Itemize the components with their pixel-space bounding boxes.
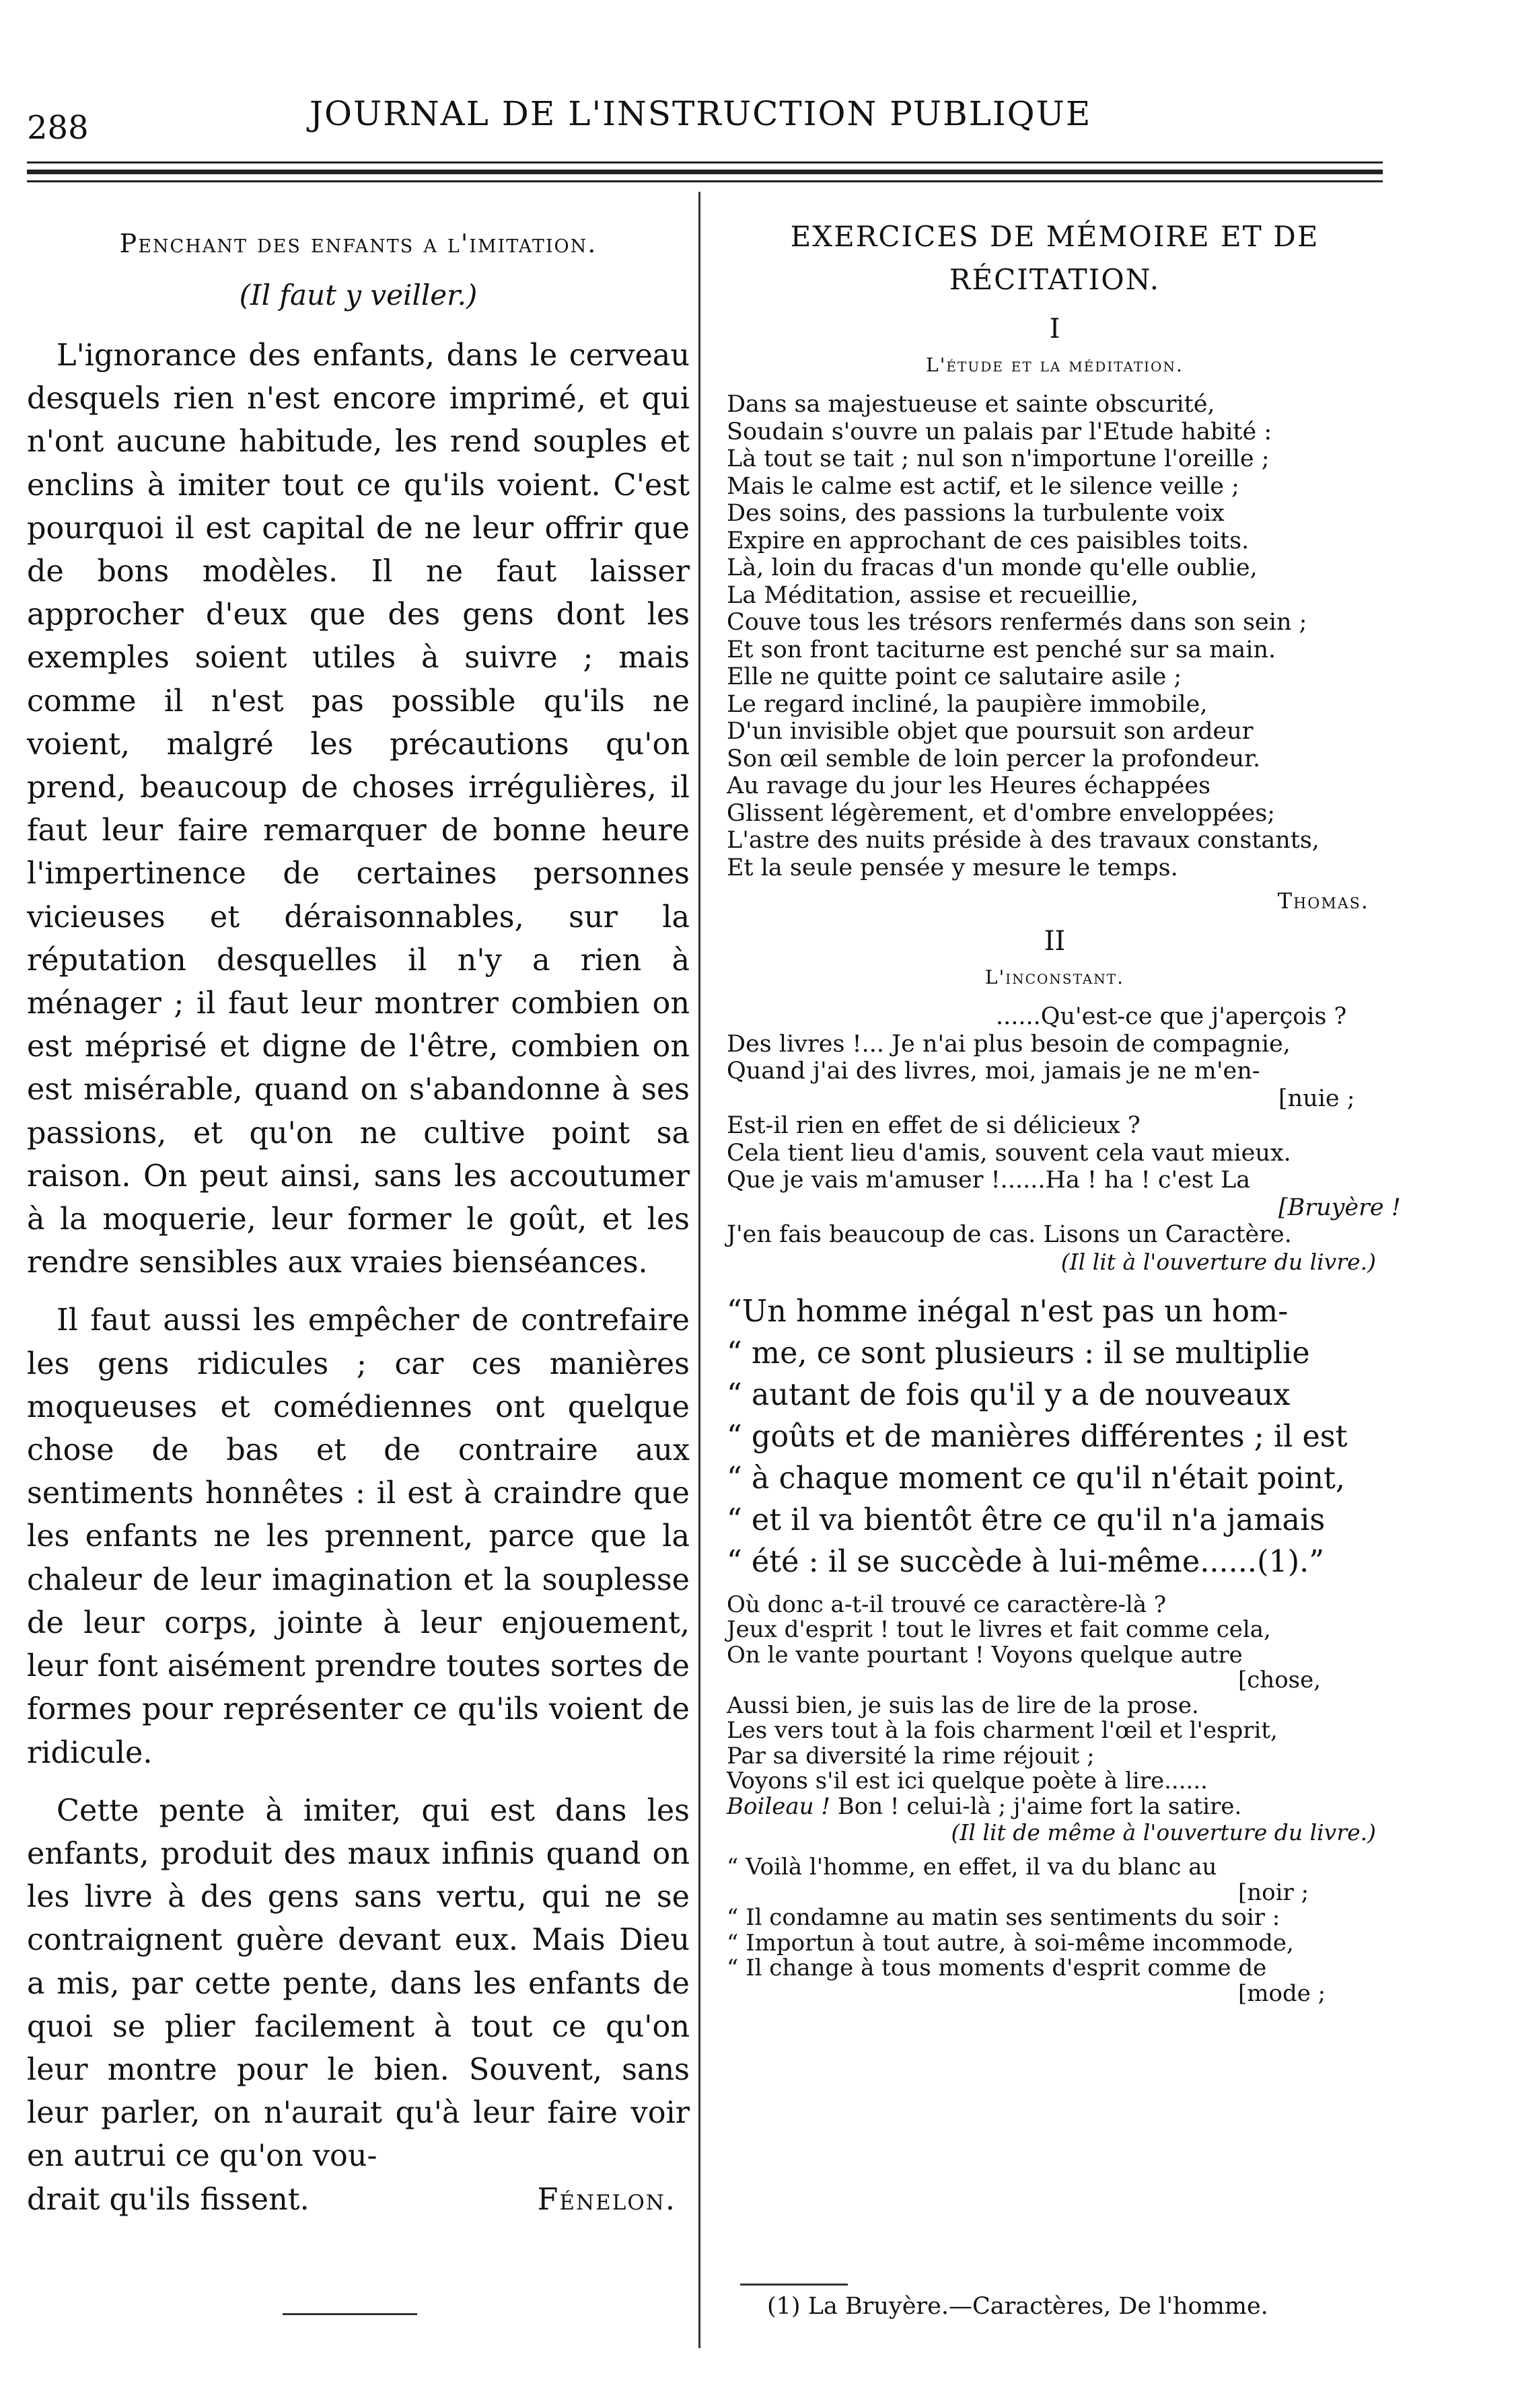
end-rule: [283, 2313, 417, 2315]
verse-line: Et son front taciturne est penché sur sa main.: [727, 636, 1276, 663]
header-rule: [27, 161, 1383, 163]
verse-line: “ à chaque moment ce qu'il n'était point,: [727, 1461, 1346, 1496]
verse-line: Que je vais m'amuser !......Ha ! ha ! c'est La: [727, 1167, 1251, 1194]
section-numeral: II: [1044, 926, 1066, 957]
paragraph-3-last-line: drait qu'ils fissent.: [27, 2182, 310, 2217]
verse-line: Elle ne quitte point ce salutaire asile ;: [727, 663, 1182, 690]
header-rule-thick: [27, 170, 1383, 174]
verse-line: [nuie ;: [1278, 1085, 1355, 1112]
verse-line: Voyons s'il est ici quelque poète à lire......: [727, 1767, 1208, 1794]
verse-line: [mode ;: [1238, 1979, 1326, 2007]
verse-line: Des livres !... Je n'ai plus besoin de compagnie,: [727, 1030, 1291, 1058]
verse-line: “Un homme inégal n'est pas un hom-: [727, 1294, 1289, 1329]
stage-direction: (Il lit de même à l'ouverture du livre.): [951, 1819, 1376, 1846]
section-title: EXERCICES DE MÉMOIRE ET DE: [790, 220, 1319, 253]
verse-line: Où donc a-t-il trouvé ce caractère-là ?: [727, 1591, 1167, 1618]
verse-line: “ me, ce sont plusieurs : il se multiplie: [727, 1336, 1310, 1371]
section-numeral: I: [1049, 314, 1060, 344]
section-title: RÉCITATION.: [949, 263, 1161, 296]
verse-line: Cela tient lieu d'amis, souvent cela vaut mieux.: [727, 1139, 1291, 1167]
verse-line: [Bruyère !: [1278, 1194, 1401, 1221]
verse-line: [chose,: [1238, 1667, 1322, 1693]
poem-2: [727, 1003, 1401, 1249]
verse-line: Le regard incliné, la paupière immobile,: [727, 690, 1208, 718]
article-subtitle: (Il faut y veiller.): [239, 279, 478, 312]
verse-line: Couve tous les trésors renfermés dans son sein ;: [727, 609, 1307, 636]
verse-line: Les vers tout à la fois charment l'œil et l'esprit,: [727, 1717, 1278, 1744]
verse-line: “ Importun à tout autre, à soi-même incommode,: [727, 1929, 1294, 1957]
verse-line: Boileau ! Bon ! celui-là ; j'aime fort la satire.: [727, 1792, 1242, 1820]
verse-line: On le vante pourtant ! Voyons quelque autre: [727, 1641, 1243, 1669]
right-column: [727, 215, 1401, 2007]
verse-line: “ et il va bientôt être ce qu'il n'a jamais: [727, 1502, 1326, 1537]
verse-line: Là tout se tait ; nul son n'importune l'oreille ;: [727, 445, 1270, 472]
verse-line: Et la seule pensée y mesure le temps.: [727, 854, 1178, 881]
running-title: JOURNAL DE L'INSTRUCTION PUBLIQUE: [310, 94, 1092, 133]
verse-line: Mais le calme est actif, et le silence veille ;: [727, 472, 1239, 500]
verse-line: Est-il rien en effet de si délicieux ?: [727, 1112, 1141, 1139]
poem-4: [727, 1855, 1383, 2006]
verse-line: Glissent légèrement, et d'ombre enveloppées;: [727, 799, 1276, 827]
column-divider: [698, 192, 700, 2348]
footnote: (1) La Bruyère.—Caractères, De l'homme.: [767, 2293, 1268, 2320]
verse-line: “ Il change à tous moments d'esprit comme de: [727, 1955, 1267, 1981]
footnote-rule: [740, 2284, 848, 2286]
poem-title: L'étude et la méditation.: [926, 354, 1184, 376]
verse-line: La Méditation, assise et recueillie,: [727, 581, 1139, 609]
stage-direction: (Il lit à l'ouverture du livre.): [1060, 1248, 1376, 1275]
verse-line: J'en fais beaucoup de cas. Lisons un Caractère.: [727, 1221, 1292, 1248]
verse-line: Aussi bien, je suis las de lire de la prose.: [727, 1691, 1199, 1719]
page-number: 288: [27, 109, 89, 147]
verse-line: “ Il condamne au matin ses sentiments du soir :: [727, 1904, 1280, 1931]
verse-line: Jeux d'esprit ! tout le livres et fait comme cela,: [727, 1616, 1271, 1643]
signature-line: [27, 2179, 690, 2222]
header-rule: [27, 180, 1383, 182]
paragraph-3-text: Cette pente à imiter, qui est dans les enfants, produit des maux infinis quand on les livre à des gens sans vertu, qui ne se contraignent guère devant eux. Mais Dieu a mis, par cette pente, dans les enfants de quoi se plier facilement à tout ce qu'on leur montre pour le bien. Souvent, sans leur parler, on n'aurait qu'à leur faire voir en autrui ce qu'on vou-: [27, 1793, 690, 2174]
paragraph-3: [27, 1790, 690, 2179]
poem-1: [727, 391, 1383, 881]
left-column: [27, 215, 690, 2222]
quotation: [727, 1291, 1383, 1583]
verse-line: Là, loin du fracas d'un monde qu'elle oublie,: [727, 554, 1258, 581]
verse-line: “ été : il se succède à lui-même......(1).”: [727, 1544, 1325, 1579]
verse-line: ......Qu'est-ce que j'aperçois ?: [996, 1003, 1347, 1030]
poem-title: L'inconstant.: [984, 966, 1125, 988]
verse-line: L'astre des nuits préside à des travaux constants,: [727, 827, 1319, 854]
paragraph-1: L'ignorance des enfants, dans le cerveau desquels rien n'est encore imprimé, et qui n'ont aucune habitude, les rend souples et enclins à imiter tout ce qu'ils voient. C'est pourquoi il est capital de ne leur offrir que de bons modèles. Il ne faut laisser approcher d'eux que des gens dont les exemples soient utiles à suivre ; mais comme il n'est pas possible qu'ils ne voient, malgré les précautions qu'on prend, beaucoup de choses irrégulières, il faut leur faire remarquer de bonne heure l'impertinence de certaines personnes vicieuses et déraisonnables, sur la réputation desquelles il n'y a rien à ménager ; il faut leur montrer combien on est méprisé et digne de l'être, combien on est misérable, quand on s'abandonne à ses passions, et qu'on ne cultive point sa raison. On peut ainsi, sans les accoutumer à la moquerie, leur former le goût, et les rendre sensibles aux vraies bienséances.: [27, 338, 690, 1280]
verse-line: Expire en approchant de ces paisibles toits.: [727, 527, 1250, 554]
verse-line: Par sa diversité la rime réjouit ;: [727, 1742, 1095, 1769]
poem-author: Thomas.: [1277, 888, 1369, 914]
verse-line: Soudain s'ouvre un palais par l'Etude habité :: [727, 418, 1272, 445]
article-title: Penchant des enfants a l'imitation.: [119, 229, 598, 258]
verse-line: Des soins, des passions la turbulente voix: [727, 500, 1225, 527]
verse-line: D'un invisible objet que poursuit son ardeur: [727, 718, 1254, 745]
verse-line: “ goûts et de manières différentes ; il est: [727, 1419, 1348, 1454]
verse-line: Au ravage du jour les Heures échappées: [727, 772, 1211, 799]
verse-line: Dans sa majestueuse et sainte obscurité,: [727, 391, 1215, 418]
verse-line: Son œil semble de loin percer la profondeur.: [727, 745, 1261, 772]
author-signature: Fénelon.: [537, 2182, 676, 2217]
paragraph-2: Il faut aussi les empêcher de contrefaire les gens ridicules ; car ces manières moqueuses et comédiennes ont quelque chose de bas et de contraire aux sentiments honnêtes : il est à craindre que les enfants ne les prennent, parce que la chaleur de leur imagination et la souplesse de leur corps, jointe à leur enjouement, leur font aisément prendre toutes sortes de formes pour représenter ce qu'ils voient de ridicule.: [27, 1303, 690, 1770]
poem-3: [727, 1593, 1383, 1820]
verse-line: Quand j'ai des livres, moi, jamais je ne m'en-: [727, 1058, 1260, 1085]
verse-line: [noir ;: [1238, 1878, 1309, 1906]
verse-line: “ autant de fois qu'il y a de nouveaux: [727, 1377, 1291, 1412]
verse-line: “ Voilà l'homme, en effet, il va du blanc au: [727, 1854, 1217, 1881]
